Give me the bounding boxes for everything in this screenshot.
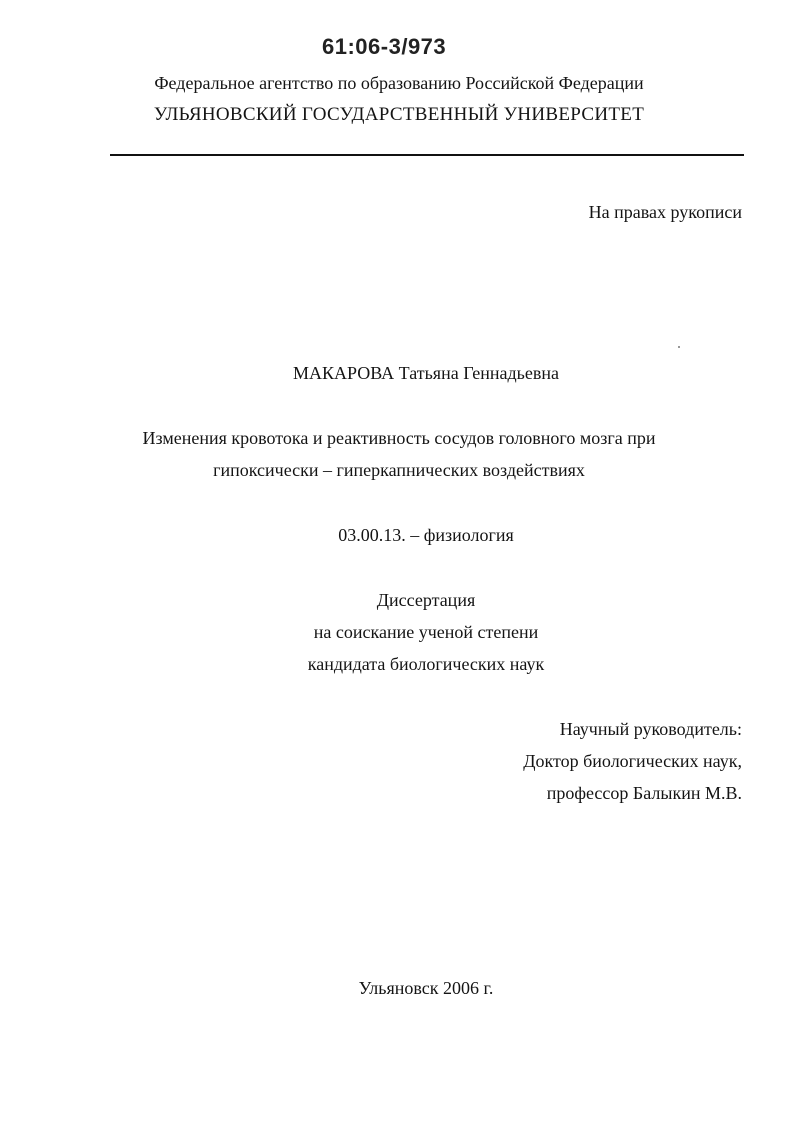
thesis-title-line-2: гипоксически – гиперкапнических воздействиях (213, 460, 585, 480)
scan-speck (678, 346, 680, 348)
rights-note: На правах рукописи (588, 202, 742, 222)
specialty-code: 03.00.13. – физиология (338, 525, 514, 545)
degree-line-3: кандидата биологических наук (307, 654, 545, 674)
agency-name: Федеральное агентство по образованию Российской Федерации (154, 73, 644, 93)
archive-stamp: 61:06-3/973 (322, 34, 447, 59)
thesis-title-line-1: Изменения кровотока и реактивность сосудов головного мозга при (142, 428, 656, 448)
author-name: МАКАРОВА Татьяна Геннадьевна (293, 363, 559, 383)
supervisor-degree: Доктор биологических наук, (523, 751, 742, 771)
header-divider (110, 154, 744, 156)
degree-line-2: на соискание ученой степени (313, 622, 539, 642)
city-year: Ульяновск 2006 г. (358, 978, 494, 998)
degree-line-1: Диссертация (376, 590, 476, 610)
supervisor-name: профессор Балыкин М.В. (546, 783, 742, 803)
university-name: УЛЬЯНОВСКИЙ ГОСУДАРСТВЕННЫЙ УНИВЕРСИТЕТ (153, 104, 645, 125)
supervisor-label: Научный руководитель: (559, 719, 742, 739)
